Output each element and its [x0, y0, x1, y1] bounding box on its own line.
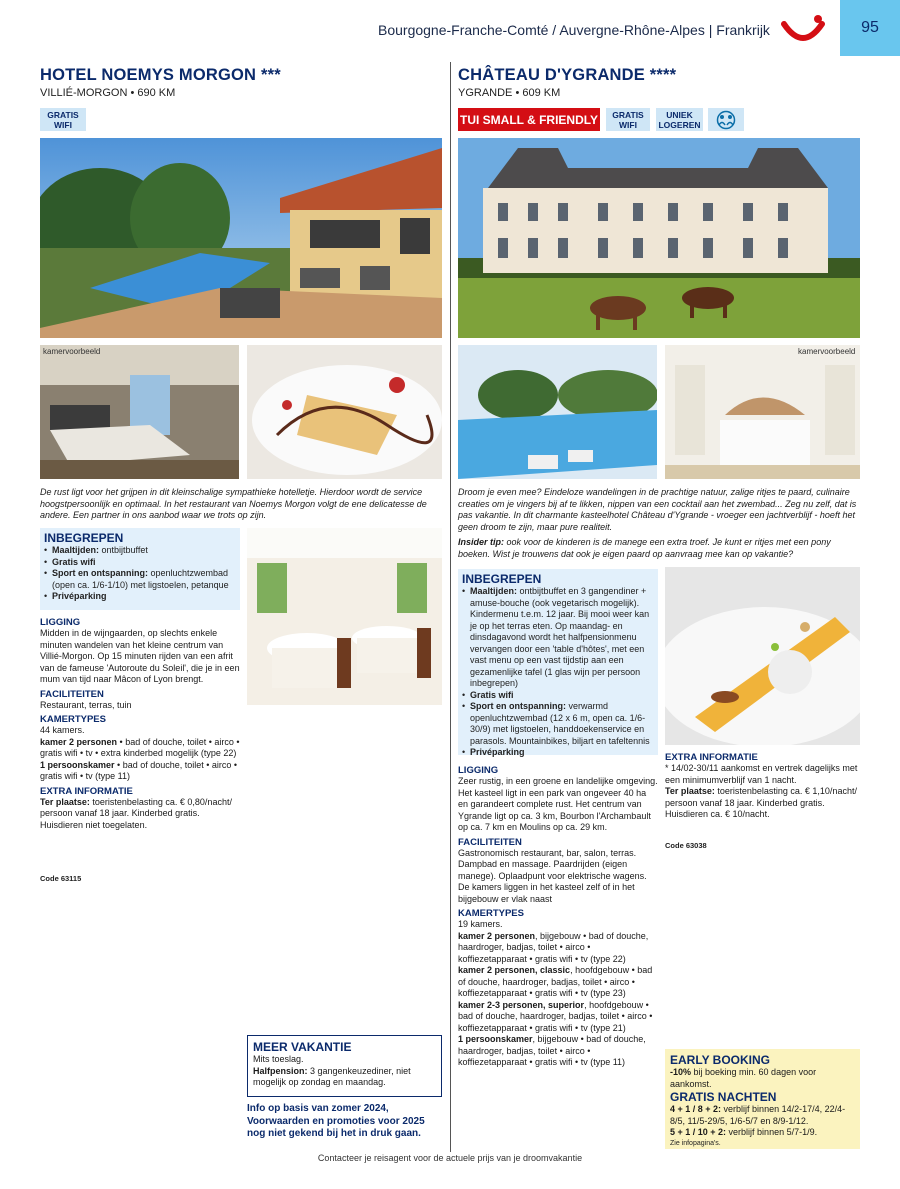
- ligging-title: LIGGING: [458, 765, 499, 776]
- inbegrepen-list: [462, 586, 654, 759]
- chateau-room-photo: [665, 345, 860, 479]
- kamer-desc: , hoofdgebouw • bad of douche, haardroger, badjas, toilet • airco • koffiezetapparaat • gratis wifi • tv (type 21): [458, 999, 653, 1033]
- kamer-name: 1 persoonskamer: [40, 759, 115, 770]
- gn-desc: verblijf binnen 14/2-17/4, 22/4-8/5, 11/5-29/5, 1/6-5/7 en 8/9-1/12.: [670, 1104, 846, 1126]
- gratis-nachten-title: GRATIS NACHTEN: [670, 1090, 777, 1104]
- chateau-illustration: [458, 138, 860, 338]
- extra-line1: * 14/02-30/11 aankomst en vertrek dagelijks met een minimumverblijf van 1 nacht.: [665, 763, 858, 785]
- inbegrepen-item: [462, 586, 654, 690]
- inbegrepen-item: [462, 690, 654, 702]
- hotel-location: YGRANDE • 609 KM: [458, 87, 561, 99]
- meer-line2: [253, 1066, 436, 1089]
- promo-box: [665, 1049, 860, 1149]
- inbegrepen-title: INBEGREPEN: [462, 572, 542, 586]
- right-details: [458, 765, 658, 1069]
- extra-title: EXTRA INFORMATIE: [40, 785, 133, 797]
- kamer-desc: , hoofdgebouw • bad of douche, haardroger, badjas, toilet • airco • koffiezetapparaat • gratis wifi • tv (type 23): [458, 965, 653, 998]
- inbegrepen-item: [44, 545, 236, 557]
- kamer-item: [458, 931, 658, 966]
- badge-uniek-logeren: [656, 108, 703, 131]
- kamer-item: [40, 737, 242, 760]
- kamer-name: kamer 2 personen, classic: [458, 965, 571, 975]
- inbegrepen-title: INBEGREPEN: [44, 531, 124, 545]
- extra-desc: toeristenbelasting ca. € 1,10/nacht/ persoon vanaf 18 jaar. Kinderbed gratis. Huisdieren ca. € 10/nacht.: [665, 786, 857, 819]
- column-divider: [450, 62, 451, 1152]
- inbegrepen-box: [458, 569, 658, 755]
- kamer-name: kamer 2 personen: [458, 930, 536, 941]
- region-breadcrumb: Bourgogne-Franche-Comté / Auvergne-Rhône-Alpes | Frankrijk: [378, 22, 770, 38]
- hotel-intro: De rust ligt voor het grijpen in dit kleinschalige sympathieke hotelletje. Hierdoor wordt de service hoogstpersoonlijk en optimaal. In het restaurant van Noemys Morgon volgt de ene delicatesse de andere. Een partner in ons aanbod waar we trots op zijn.: [40, 487, 427, 520]
- faciliteiten-text: Gastronomisch restaurant, bar, salon, terras. Dampbad en massage. Paardrijden (eigen manege). Oplaadpunt voor elektrische wagens. De kamers liggen in het kasteel zelf of in het bijgebouw er vlak naast: [458, 847, 647, 904]
- item-desc: openluchtzwembad (open ca. 1/6-1/10) met ligstoelen, petanque: [52, 568, 229, 590]
- kamer-name: kamer 2-3 personen, superior: [458, 999, 585, 1010]
- meer-desc: 3 gangenkeuzediner, niet mogelijk op zondag en maandag.: [253, 1065, 411, 1087]
- tui-smile-logo-icon: [780, 14, 826, 48]
- left-details: [40, 617, 242, 831]
- item-label: Privéparking: [470, 747, 525, 757]
- inbegrepen-item: [44, 568, 236, 591]
- gn-label: 4 + 1 / 8 + 2:: [670, 1104, 722, 1114]
- eb-label: -10%: [670, 1067, 692, 1077]
- hotel-title: HOTEL NOEMYS MORGON ***: [40, 66, 281, 84]
- kamer-desc: • bad of douche, toilet • airco • gratis wifi • tv • extra kinderbed mogelijk (type 22): [40, 736, 240, 758]
- gratis-nachten-1: [670, 1104, 855, 1127]
- family-icon: [712, 110, 740, 130]
- hotel-pool-photo: [40, 138, 442, 338]
- insider-tip: [458, 537, 860, 560]
- item-label: Gratis wifi: [52, 556, 96, 567]
- room-illustration: [40, 345, 239, 479]
- inbegrepen-item: [462, 747, 654, 759]
- faciliteiten-text: Restaurant, terras, tuin: [40, 699, 132, 710]
- kamertypes-title: KAMERTYPES: [40, 714, 106, 725]
- kamer-desc: , bijgebouw • bad of douche, haardroger, badjas, toilet • airco • koffiezetapparaat • gratis wifi • tv (type 22): [458, 930, 649, 964]
- item-label: Privéparking: [52, 591, 107, 601]
- meer-vakantie-box: [247, 1035, 442, 1097]
- meer-vakantie-title: MEER VAKANTIE: [253, 1040, 352, 1054]
- item-label: Maaltijden:: [470, 586, 518, 596]
- gn-desc: verblijf binnen 5/7-1/9.: [726, 1127, 818, 1137]
- kamer-list: [458, 931, 658, 1069]
- item-label: Gratis wifi: [470, 689, 514, 700]
- badge-text: UNIEK LOGEREN: [658, 109, 701, 130]
- kamertypes-count: 44 kamers.: [40, 725, 85, 735]
- badge-family: [708, 108, 744, 131]
- meer-line1: Mits toeslag.: [253, 1054, 304, 1064]
- promo-note: Zie infopagina's.: [670, 1139, 721, 1147]
- dessert-illustration: [247, 345, 442, 479]
- extra-label: Ter plaatse:: [665, 786, 715, 796]
- kamer-item: [458, 965, 658, 1000]
- inbegrepen-list: [44, 545, 236, 603]
- badge-gratis-wifi: [40, 108, 86, 131]
- product-code: Code 63115: [40, 874, 82, 883]
- pool-illustration: [458, 345, 657, 479]
- pool-terrace-illustration: [40, 138, 442, 338]
- badge-tui-small-friendly: [458, 108, 600, 131]
- item-desc: verwarmd openluchtzwembad (12 x 6 m, open ca. 1/6-30/9) met ligstoelen, handdoekenservice en parasols. Mountainbikes, biljart en tafeltennis: [470, 701, 650, 746]
- eb-desc: bij boeking min. 60 dagen voor aankomst.: [670, 1067, 817, 1089]
- ligging-text: Zeer rustig, in een groene en landelijke omgeving. Het kasteel ligt in een park van ongeveer 40 ha en garandeert complete rust. Het centrum van Ygrande ligt op ca. 3 km, Bourbon l'Archambault op ca. 7 km en Moulins op ca. 29 km.: [458, 776, 658, 832]
- badge-text: TUI SMALL & FRIENDLY: [459, 112, 598, 127]
- faciliteiten-title: FACILITEITEN: [40, 688, 104, 700]
- photo-caption: kamervoorbeeld: [798, 347, 856, 356]
- badge-text: GRATIS WIFI: [47, 109, 79, 130]
- ligging-text: Midden in de wijngaarden, op slechts enkele minuten wandelen van het kleine centrum van Villié-Morgon. Op 15 minuten rijden van een afrit van de fameuse 'Autoroute du Soleil', die je in een mum van tijd naar Mâcon of Lyon brengt.: [40, 628, 240, 684]
- kamer-name: kamer 2 personen: [40, 736, 118, 747]
- dish-illustration: [665, 567, 860, 745]
- kamertypes-count: 19 kamers.: [458, 919, 503, 929]
- kamer-item: [458, 1034, 658, 1069]
- tip-label: Insider tip:: [458, 537, 505, 547]
- extra-text: [665, 786, 860, 821]
- item-label: Sport en ontspanning:: [52, 568, 148, 578]
- dessert-photo: [247, 345, 442, 479]
- item-label: Sport en ontspanning:: [470, 701, 566, 711]
- early-booking-title: EARLY BOOKING: [670, 1053, 771, 1067]
- extra-text: [40, 797, 242, 832]
- ligging-title: LIGGING: [40, 617, 81, 628]
- footer-text: Contacteer je reisagent voor de actuele prijs van je droomvakantie: [317, 1153, 583, 1163]
- gn-label: 5 + 1 / 10 + 2:: [670, 1127, 727, 1137]
- dish-photo: [665, 567, 860, 745]
- item-label: Maaltijden:: [52, 545, 100, 555]
- hotel-intro: Droom je even mee? Eindeloze wandelingen in de prachtige natuur, zalige ritjes te paard, culinaire creaties om je vingers bij af te likken, nippen van een cocktail aan het zwembad... Zeg nu zelf, dat is pas vakantie. In dit charmante kasteelhotel Château d'Ygrande - vroeger een jachtverblijf - hoeft het geen droom te zijn, maar pure realiteit.: [458, 487, 857, 532]
- item-desc: ontbijtbuffet en 3 gangendiner + amuse-bouche (ook vegetarisch mogelijk). Kindermenu t.e.m. 12 jaar. Bij mooi weer kan je op het terras eten. Op maandag- en dinsdagavond wordt het halfpensionmenu vervangen door een 'table d'hôtes', met een vast menu op een vast tijdstip aan een gezamenlijke tafel (1 glas wijn per persoon inbegrepen): [470, 586, 650, 688]
- page-number: 95: [840, 0, 900, 56]
- inbegrepen-box: [40, 528, 240, 610]
- hotel-location: VILLIÉ-MORGON • 690 KM: [40, 87, 176, 99]
- badge-text: GRATIS WIFI: [612, 109, 644, 130]
- faciliteiten-title: FACILITEITEN: [458, 836, 522, 848]
- gratis-nachten-2: [670, 1127, 855, 1139]
- restaurant-illustration: [247, 528, 442, 705]
- inbegrepen-item: [462, 701, 654, 747]
- tip-text: ook voor de kinderen is de manege een extra troef. Je kunt er ritjes met een pony boeken. Wist je trouwens dat ook je eigen paard op aanvraag mee kan op vakantie?: [458, 537, 831, 559]
- early-booking-text: [670, 1067, 855, 1090]
- kamer-desc: , bijgebouw • bad of douche, haardroger, badjas, toilet • airco • koffiezetapparaat • gratis wifi • tv (type 11): [458, 1034, 646, 1067]
- chateau-room-illustration: [665, 345, 860, 479]
- kamer-item: [458, 1000, 658, 1035]
- extra-label: Ter plaatse:: [40, 796, 90, 807]
- meer-label: Halfpension:: [253, 1065, 308, 1076]
- right-extra: [665, 752, 860, 821]
- pool-photo: [458, 345, 657, 479]
- extra-title: EXTRA INFORMATIE: [665, 752, 758, 763]
- restaurant-photo: [247, 528, 442, 705]
- item-desc: ontbijtbuffet: [99, 545, 148, 555]
- kamer-name: 1 persoonskamer: [458, 1034, 533, 1044]
- hotel-title: CHÂTEAU D'YGRANDE ****: [458, 66, 677, 84]
- kamer-item: [40, 760, 242, 783]
- product-code: Code 63038: [665, 841, 707, 850]
- season-info: Info op basis van zomer 2024, Voorwaarden en promoties voor 2025 nog niet gekend bij het in druk gaan.: [247, 1103, 425, 1139]
- chateau-photo: [458, 138, 860, 338]
- inbegrepen-item: [44, 557, 236, 569]
- kamertypes-title: KAMERTYPES: [458, 908, 524, 919]
- photo-caption: kamervoorbeeld: [43, 347, 101, 356]
- extra-desc: toeristenbelasting ca. € 0,80/nacht/ persoon vanaf 18 jaar. Kinderbed gratis. Huisdieren niet toegelaten.: [40, 796, 232, 830]
- inbegrepen-item: [44, 591, 236, 603]
- hotel-room-photo: [40, 345, 239, 479]
- badge-gratis-wifi: [606, 108, 650, 131]
- kamer-desc: • bad of douche, toilet • airco • gratis wifi • tv (type 11): [40, 759, 238, 781]
